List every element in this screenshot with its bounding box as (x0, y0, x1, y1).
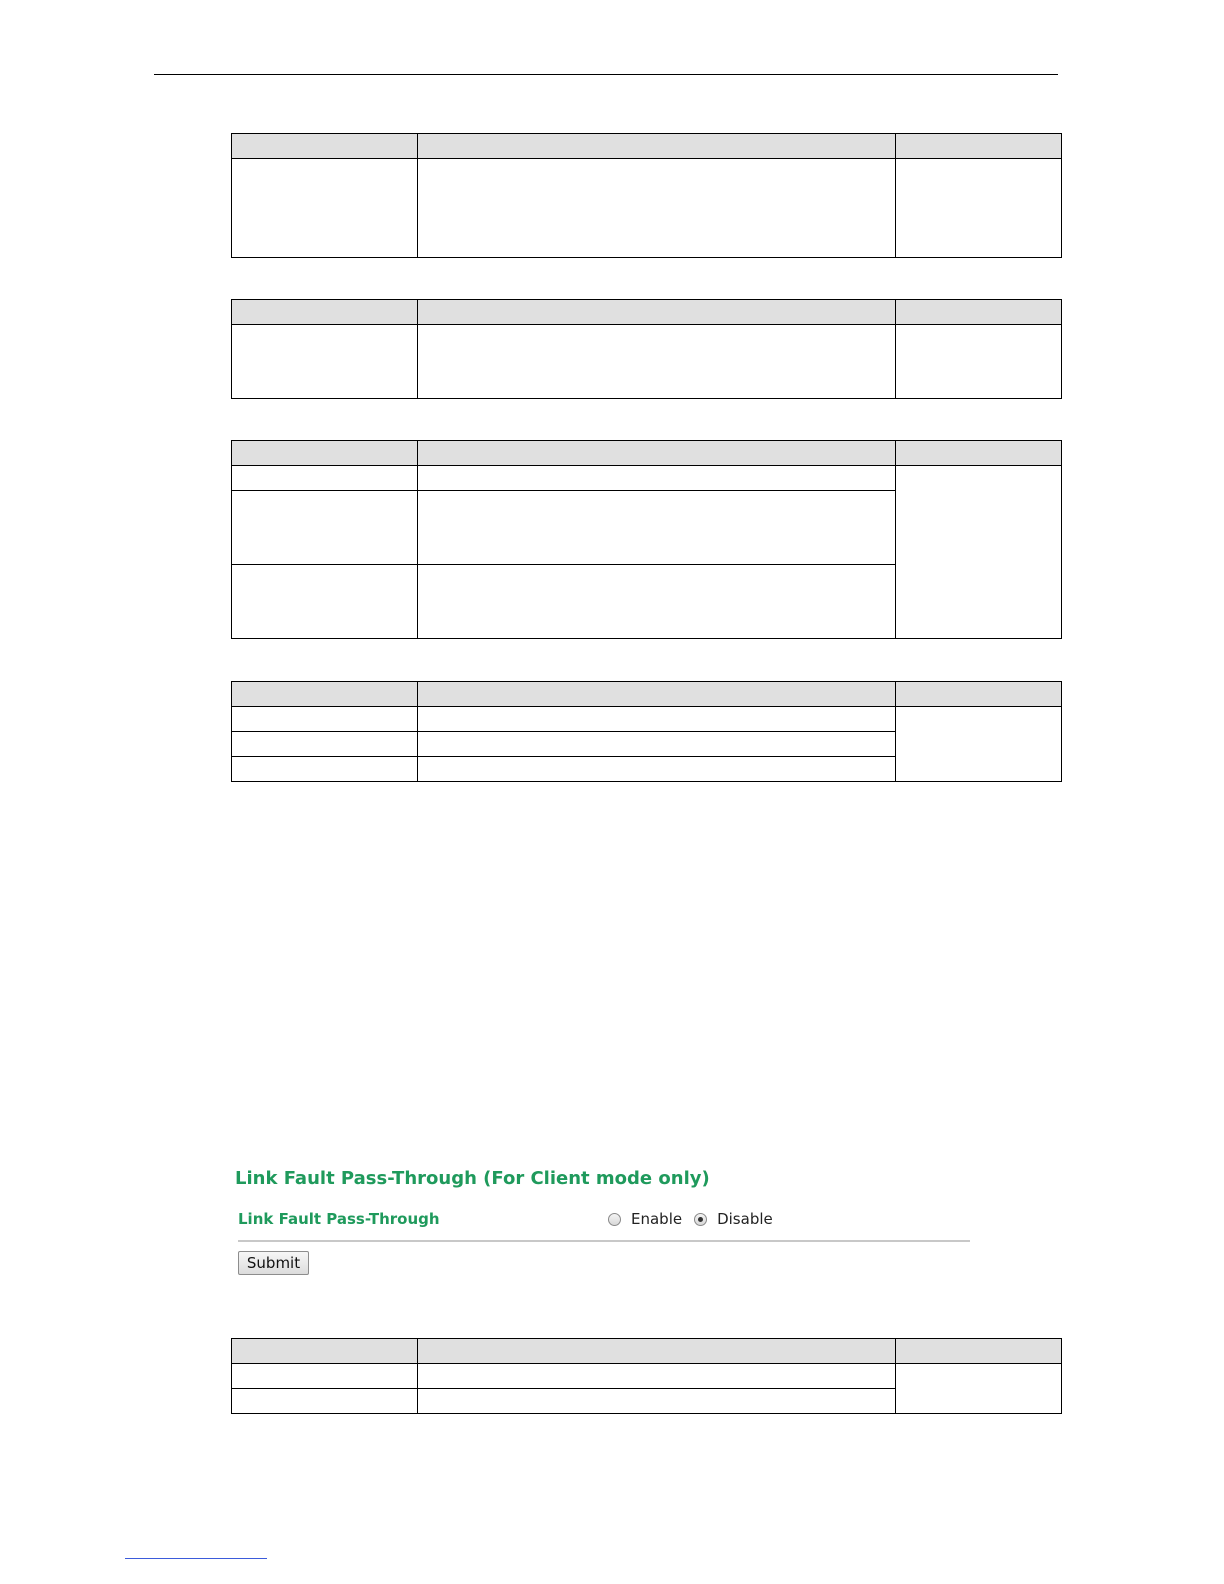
table-row (232, 159, 1062, 258)
spec-table-4 (231, 681, 1062, 782)
link-fault-setting-label: Link Fault Pass-Through (238, 1210, 440, 1228)
table-row (232, 466, 1062, 491)
enable-radio-label[interactable]: Enable (631, 1210, 683, 1228)
panel-title: Link Fault Pass-Through (For Client mode only) (235, 1168, 710, 1189)
table-header-row (232, 441, 1062, 466)
spec-table-3 (231, 440, 1062, 639)
link-fault-settings-panel (235, 1166, 975, 1281)
table-row (232, 707, 1062, 732)
spec-table-1 (231, 133, 1062, 258)
enable-radio[interactable] (608, 1213, 621, 1226)
disable-radio-label[interactable]: Disable (717, 1210, 773, 1228)
table-row (232, 325, 1062, 399)
page-header-rule (154, 74, 1058, 75)
table-header-row (232, 1339, 1062, 1364)
spec-table-5 (231, 1338, 1062, 1414)
divider (238, 1240, 970, 1242)
disable-radio[interactable] (694, 1213, 707, 1226)
submit-button[interactable]: Submit (238, 1251, 309, 1275)
link-fault-radio-group (608, 1210, 785, 1228)
table-header-row (232, 682, 1062, 707)
spec-table-2 (231, 299, 1062, 399)
table-header-row (232, 300, 1062, 325)
table-row (232, 1364, 1062, 1389)
footnote-rule (125, 1558, 267, 1559)
table-header-row (232, 134, 1062, 159)
